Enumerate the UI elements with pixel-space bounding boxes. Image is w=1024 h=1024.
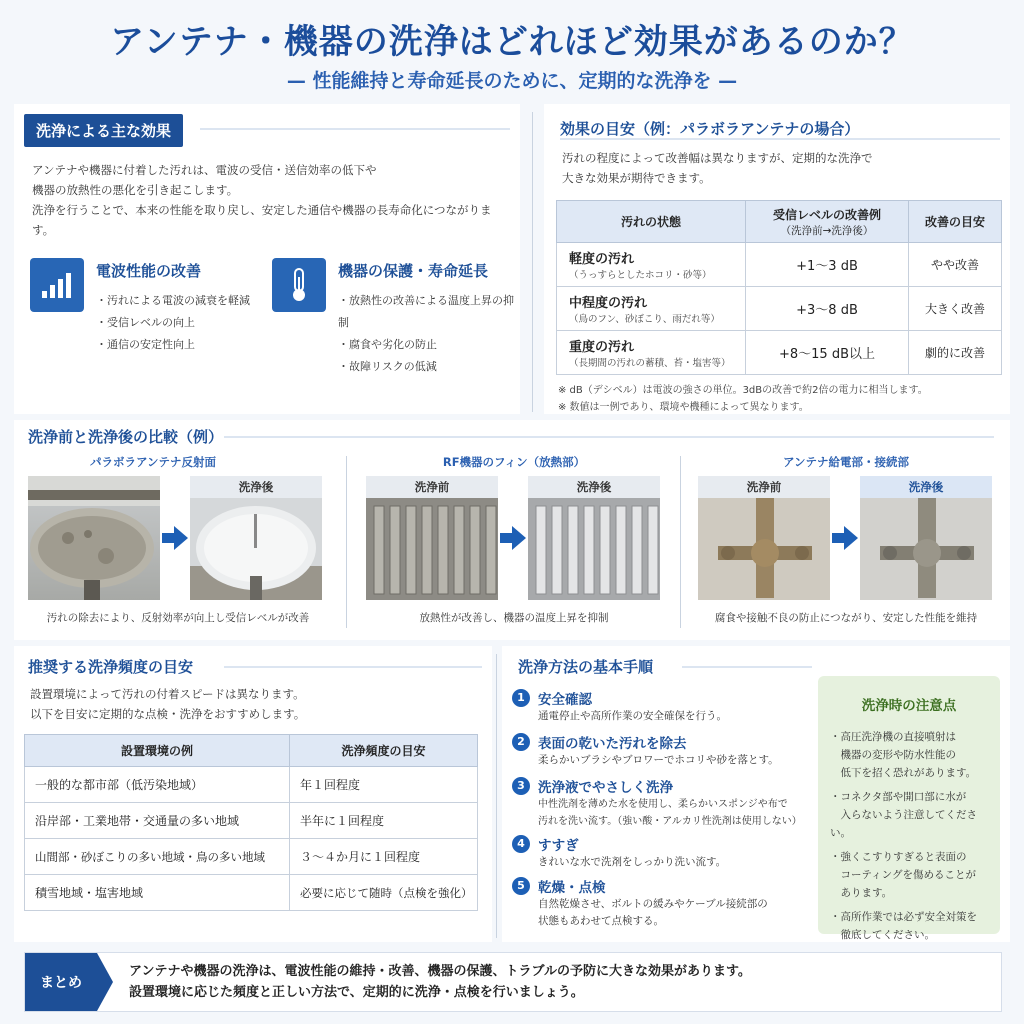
comparison-item-title: RF機器のフィン（放熱部） (442, 455, 586, 469)
step-number: 5 (512, 877, 530, 895)
table-row: 重度の汚れ （長期間の汚れの蓄積、苔・塩害等） +8〜15 dB以上 劇的に改善 (557, 331, 1002, 375)
table-row: 沿岸部・工業地帯・交通量の多い地域 半年に１回程度 (25, 803, 478, 839)
signal-bars-icon (30, 258, 84, 312)
comparison-item-title: アンテナ給電部・接続部 (782, 455, 910, 469)
summary-text: アンテナや機器の洗浄は、電波性能の維持・改善、機器の保護、トラブルの予防に大きな効果があります。 設置環境に応じた頻度と正しい方法で、定期的に洗浄・点検を行いましょう。 (129, 964, 751, 1000)
frequency-intro: 設置環境によって汚れの付着スピードは異なります。 以下を目安に定期的な点検・洗浄をおすすめします。 (30, 687, 306, 721)
feature-radio-performance (30, 256, 270, 366)
page-title: アンテナ・機器の洗浄はどれほど効果があるのか？ (110, 22, 914, 62)
comparison-dish (28, 452, 336, 632)
effects-intro: アンテナや機器に付着した汚れは、電波の受信・送信効率の低下や 機器の放熱性の悪化を引き起こします。 洗浄を行うことで、本来の性能を取り戻し、安定した通信や機器の長寿命化につながります。 (32, 163, 492, 237)
guide-title: 効果の目安（例：パラボラアンテナの場合） (560, 120, 860, 138)
guide-panel (544, 104, 1010, 414)
after-label: 洗浄後 (528, 476, 660, 498)
comparison-item-title: パラボラアンテナ反射面 (89, 455, 217, 469)
caution-title: 洗浄時の注意点 (861, 698, 957, 714)
frequency-panel (14, 646, 492, 942)
frequency-table (24, 734, 478, 911)
comparison-caption: 放熱性が改善し、機器の温度上昇を抑制 (419, 612, 609, 624)
table-row: 軽度の汚れ （うっすらとしたホコリ・砂等） +1〜3 dB やや改善 (557, 243, 1002, 287)
summary-label-arrow (97, 953, 113, 1011)
before-photo (28, 476, 160, 600)
guide-notes: ※ dB（デシベル）は電波の強さの単位。3dBの改善で約2倍の電力に相当します。 ※ 数値は一例であり、環境や機種によって異なります。 (558, 385, 928, 413)
caution-box (818, 676, 1000, 941)
step-number: 4 (512, 835, 530, 853)
comparison-fins (366, 452, 662, 632)
table-header: 設置環境の例 (25, 735, 290, 767)
table-row: 中程度の汚れ （鳥のフン、砂ぼこり、雨だれ等） +3〜8 dB 大きく改善 (557, 287, 1002, 331)
page-subtitle: — 性能維持と寿命延長のために、定期的な洗浄を — (286, 70, 738, 92)
summary-bar (24, 952, 1002, 1012)
guide-intro: 汚れの程度によって改善幅は異なりますが、定期的な洗浄で 大きな効果が期待できます。 (562, 151, 873, 185)
caution-item: ・高所作業では必ず安全対策を 徹底してください。 (830, 911, 977, 941)
column-divider (496, 654, 497, 938)
comparison-title: 洗浄前と洗浄後の比較（例） (28, 428, 224, 446)
comparison-caption: 汚れの除去により、反射効率が向上し受信レベルが改善 (46, 612, 310, 624)
comparison-divider (680, 456, 681, 628)
after-photo (190, 476, 322, 600)
procedure-title: 洗浄方法の基本手順 (518, 658, 654, 676)
comparison-feed (698, 452, 994, 632)
after-label: 洗浄後 (860, 476, 992, 498)
thermometer-icon (272, 258, 326, 312)
caution-item: ・コネクタ部や開口部に水が 入らないよう注意してください。 (830, 791, 977, 839)
after-photo (528, 476, 660, 600)
step-number: 2 (512, 733, 530, 751)
feature-device-protection (272, 256, 517, 373)
table-header: 改善の目安 (909, 201, 1002, 243)
table-header: 受信レベルの改善例 （洗浄前→洗浄後） (746, 201, 909, 243)
effects-section-label: 洗浄による主な効果 (24, 114, 183, 147)
caution-list (830, 728, 996, 944)
before-photo (698, 476, 830, 600)
procedure-panel: 洗浄方法の基本手順 1 安全確認 通電停止や高所作業の安全確保を行う。 2 表面の乾いた汚れを除去 柔らかいブラシやブロワーでホコリや砂を落とす。 3 洗浄液でやさしく洗浄 中性洗剤を薄めた水を使用し、柔らかいスポンジや布で 汚れを洗い流す。（強い酸・アルカリ性洗剤は使用しない） 4 すすぎ きれいな水で洗剤をしっかり洗い流す。 5 乾燥・点検 自然乾燥させ、ボルトの緩みやケーブル接続部の 状態もあわせて点検する。 洗浄時の注意点 ・高圧洗浄機の直接噴射は 機器の変形や防水性能の 低下を招く恐れがあります。 ・コネクタ部や開口部に水が 入らないよう注意してください。 ・強くこすりすぎると表面の コーティングを傷めることが あります。 ・高所作業では必ず安全対策を 徹底してください。 (502, 646, 1010, 942)
before-photo (366, 476, 498, 600)
feature-title: 電波性能の改善 (96, 262, 202, 280)
column-divider (532, 112, 533, 412)
before-label: 洗浄前 (698, 476, 830, 498)
table-header: 洗浄頻度の目安 (290, 735, 478, 767)
guide-table (556, 200, 1002, 375)
feature-bullets: ・放熱性の改善による温度上昇の抑制 ・腐食や劣化の防止 ・故障リスクの低減 (338, 294, 514, 373)
feature-title: 機器の保護・寿命延長 (338, 262, 489, 280)
table-row: 積雪地域・塩害地域 必要に応じて随時（点検を強化） (25, 875, 478, 911)
after-photo (860, 476, 992, 600)
before-label: 洗浄前 (366, 476, 498, 498)
comparison-divider (346, 456, 347, 628)
arrow-right-icon (500, 526, 526, 550)
summary-label: まとめ (40, 975, 82, 991)
table-row: 一般的な都市部（低汚染地域） 年１回程度 (25, 767, 478, 803)
effects-panel (14, 104, 520, 414)
caution-item: ・強くこすりすぎると表面の コーティングを傷めることが あります。 (830, 851, 976, 899)
arrow-right-icon (162, 526, 188, 550)
step-number: 1 (512, 689, 530, 707)
caution-item: ・高圧洗浄機の直接噴射は 機器の変形や防水性能の 低下を招く恐れがあります。 (830, 731, 977, 779)
comparison-caption: 腐食や接触不良の防止につながり、安定した性能を維持 (714, 612, 978, 624)
step-number: 3 (512, 777, 530, 795)
frequency-title: 推奨する洗浄頻度の目安 (28, 658, 194, 676)
table-header: 汚れの状態 (557, 201, 746, 243)
feature-bullets: ・汚れによる電波の減衰を軽減 ・受信レベルの向上 ・通信の安定性向上 (96, 294, 250, 351)
arrow-right-icon (832, 526, 858, 550)
table-row: 山間部・砂ぼこりの多い地域・鳥の多い地域 ３〜４か月に１回程度 (25, 839, 478, 875)
after-label: 洗浄後 (190, 476, 322, 498)
